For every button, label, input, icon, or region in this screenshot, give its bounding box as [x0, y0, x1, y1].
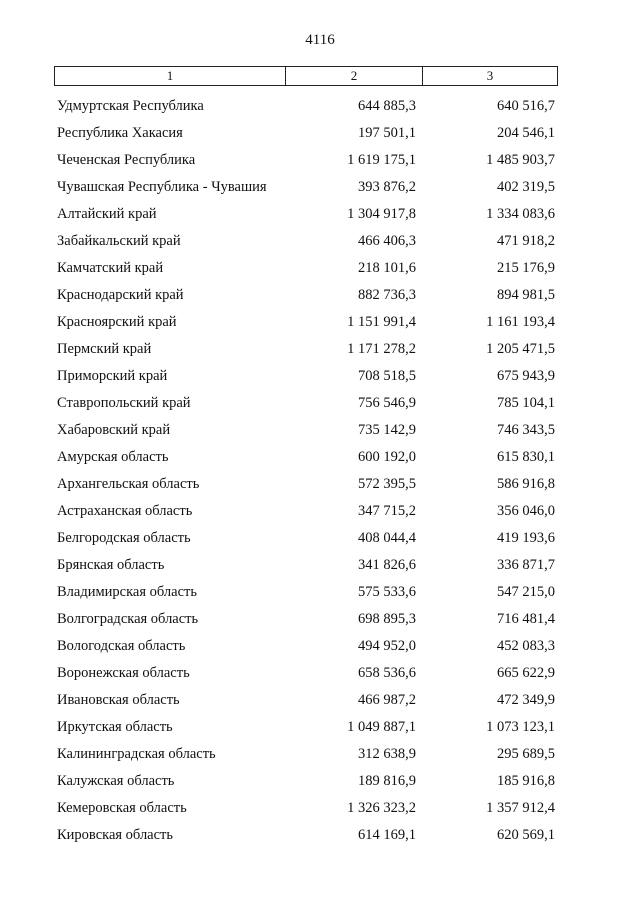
table-row [0, 582, 640, 609]
value-column-2: 1 619 175,1 [347, 152, 416, 168]
table-row [0, 258, 640, 285]
column-header-1: 1 [55, 67, 286, 85]
value-column-2: 614 169,1 [358, 827, 416, 843]
table-row [0, 366, 640, 393]
value-column-3: 746 343,5 [497, 422, 555, 438]
value-column-3: 586 916,8 [497, 476, 555, 492]
value-column-2: 756 546,9 [358, 395, 416, 411]
value-column-3: 295 689,5 [497, 746, 555, 762]
value-column-3: 1 357 912,4 [486, 800, 555, 816]
table-row [0, 177, 640, 204]
region-name: Астраханская область [57, 503, 193, 519]
value-column-2: 698 895,3 [358, 611, 416, 627]
region-name: Вологодская область [57, 638, 186, 654]
value-column-2: 347 715,2 [358, 503, 416, 519]
value-column-2: 189 816,9 [358, 773, 416, 789]
value-column-2: 466 406,3 [358, 233, 416, 249]
value-column-2: 735 142,9 [358, 422, 416, 438]
region-name: Забайкальский край [57, 233, 181, 249]
table-row [0, 285, 640, 312]
region-name: Камчатский край [57, 260, 164, 276]
region-name: Красноярский край [57, 314, 177, 330]
table-row [0, 393, 640, 420]
value-column-3: 1 334 083,6 [486, 206, 555, 222]
page-number: 4116 [305, 32, 335, 48]
table-row [0, 528, 640, 555]
region-name: Удмуртская Республика [57, 98, 204, 114]
value-column-2: 1 049 887,1 [347, 719, 416, 735]
value-column-3: 1 205 471,5 [486, 341, 555, 357]
table-header [54, 66, 558, 86]
table-row [0, 420, 640, 447]
region-name: Владимирская область [57, 584, 197, 600]
region-name: Воронежская область [57, 665, 190, 681]
table-row [0, 96, 640, 123]
value-column-3: 785 104,1 [497, 395, 555, 411]
table-row [0, 744, 640, 771]
table-row [0, 771, 640, 798]
region-name: Пермский край [57, 341, 152, 357]
value-column-3: 1 161 193,4 [486, 314, 555, 330]
region-name: Белгородская область [57, 530, 191, 546]
value-column-2: 1 326 323,2 [347, 800, 416, 816]
region-name: Брянская область [57, 557, 165, 573]
table-row [0, 474, 640, 501]
value-column-2: 312 638,9 [358, 746, 416, 762]
region-name: Приморский край [57, 368, 168, 384]
value-column-2: 466 987,2 [358, 692, 416, 708]
value-column-2: 600 192,0 [358, 449, 416, 465]
value-column-2: 644 885,3 [358, 98, 416, 114]
region-name: Ставропольский край [57, 395, 191, 411]
value-column-2: 197 501,1 [358, 125, 416, 141]
table-row [0, 609, 640, 636]
table-row [0, 312, 640, 339]
table-row [0, 555, 640, 582]
value-column-3: 620 569,1 [497, 827, 555, 843]
value-column-3: 471 918,2 [497, 233, 555, 249]
region-name: Чеченская Республика [57, 152, 196, 168]
table-row [0, 204, 640, 231]
table-row [0, 663, 640, 690]
value-column-2: 218 101,6 [358, 260, 416, 276]
value-column-3: 472 349,9 [497, 692, 555, 708]
value-column-3: 615 830,1 [497, 449, 555, 465]
value-column-3: 204 546,1 [497, 125, 555, 141]
value-column-3: 1 073 123,1 [486, 719, 555, 735]
value-column-2: 572 395,5 [358, 476, 416, 492]
table-row [0, 717, 640, 744]
region-name: Кемеровская область [57, 800, 187, 816]
table-row [0, 150, 640, 177]
column-header-3: 3 [486, 68, 494, 83]
value-column-3: 419 193,6 [497, 530, 555, 546]
table-row [0, 690, 640, 717]
value-column-2: 1 171 278,2 [347, 341, 416, 357]
value-column-2: 708 518,5 [358, 368, 416, 384]
region-name: Чувашская Республика - Чувашия [57, 179, 267, 195]
value-column-2: 658 536,6 [358, 665, 416, 681]
region-name: Хабаровский край [57, 422, 171, 438]
value-column-3: 640 516,7 [497, 98, 555, 114]
value-column-2: 882 736,3 [358, 287, 416, 303]
table-row [0, 231, 640, 258]
value-column-2: 1 304 917,8 [347, 206, 416, 222]
region-name: Алтайский край [57, 206, 157, 222]
table-row [0, 447, 640, 474]
region-name: Архангельская область [57, 476, 200, 492]
value-column-3: 1 485 903,7 [486, 152, 555, 168]
value-column-3: 716 481,4 [497, 611, 555, 627]
table-row [0, 798, 640, 825]
region-name: Волгоградская область [57, 611, 199, 627]
value-column-2: 408 044,4 [358, 530, 416, 546]
region-name: Калининградская область [57, 746, 216, 762]
value-column-3: 356 046,0 [497, 503, 555, 519]
table-row [0, 825, 640, 852]
value-column-2: 494 952,0 [358, 638, 416, 654]
value-column-3: 665 622,9 [497, 665, 555, 681]
value-column-2: 575 533,6 [358, 584, 416, 600]
value-column-3: 402 319,5 [497, 179, 555, 195]
table-row [0, 339, 640, 366]
region-name: Ивановская область [57, 692, 180, 708]
value-column-2: 341 826,6 [358, 557, 416, 573]
value-column-3: 185 916,8 [497, 773, 555, 789]
value-column-3: 336 871,7 [497, 557, 555, 573]
value-column-2: 393 876,2 [358, 179, 416, 195]
region-name: Иркутская область [57, 719, 173, 735]
value-column-3: 452 083,3 [497, 638, 555, 654]
table-row [0, 501, 640, 528]
table-body [0, 96, 640, 852]
value-column-3: 547 215,0 [497, 584, 555, 600]
region-name: Амурская область [57, 449, 169, 465]
table-row [0, 123, 640, 150]
column-header-2: 2 [286, 67, 423, 85]
region-name: Краснодарский край [57, 287, 184, 303]
value-column-3: 894 981,5 [497, 287, 555, 303]
value-column-2: 1 151 991,4 [347, 314, 416, 330]
region-name: Калужская область [57, 773, 175, 789]
region-name: Республика Хакасия [57, 125, 183, 141]
table-row [0, 636, 640, 663]
value-column-3: 675 943,9 [497, 368, 555, 384]
value-column-3: 215 176,9 [497, 260, 555, 276]
region-name: Кировская область [57, 827, 174, 843]
